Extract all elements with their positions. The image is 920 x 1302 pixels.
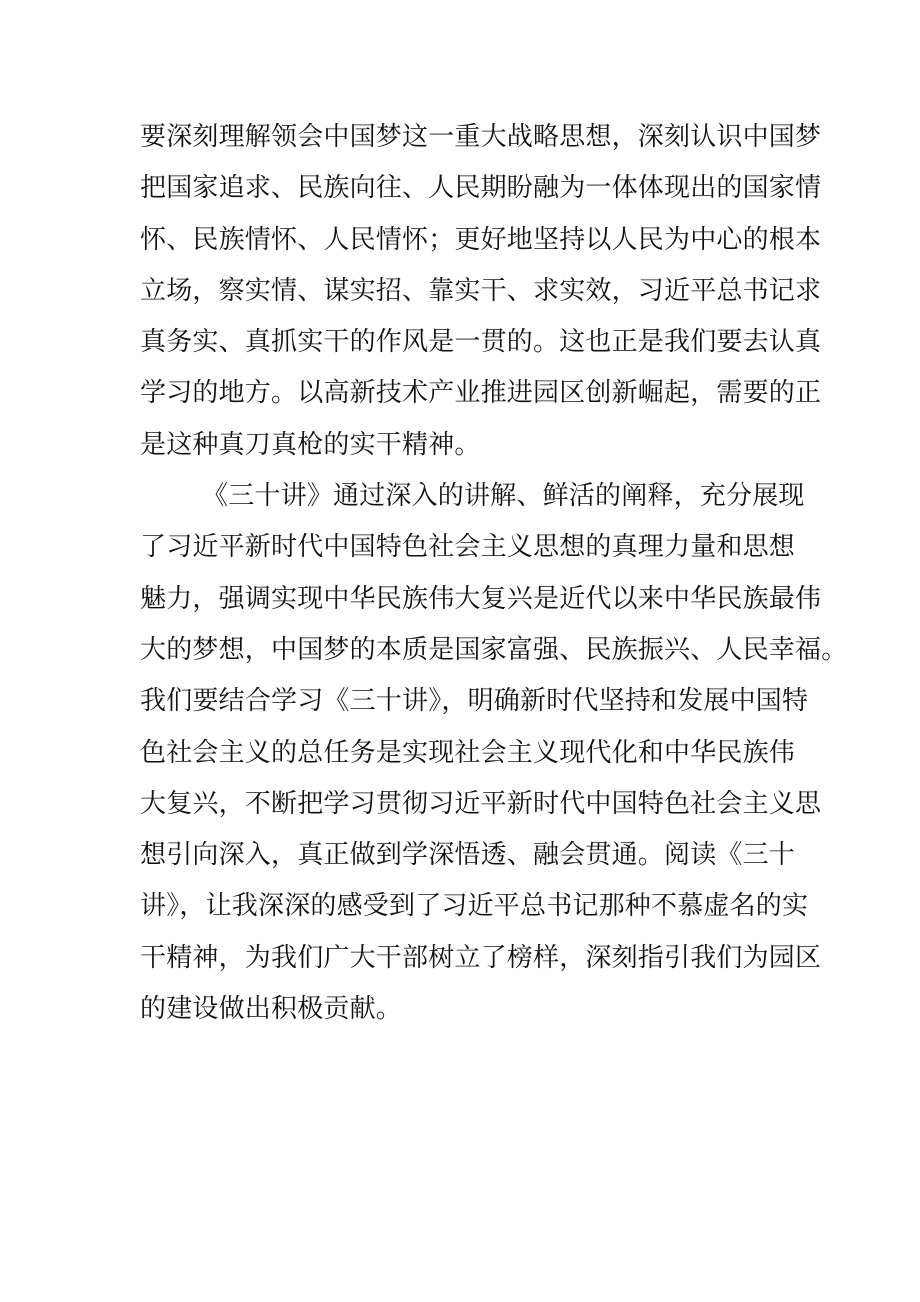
text-line: 大的梦想，中国梦的本质是国家富强、民族振兴、人民幸福。	[140, 634, 848, 665]
text-line: 色社会主义的总任务是实现社会主义现代化和中华民族伟	[140, 737, 796, 768]
text-line: 真务实、真抓实干的作风是一贯的。这也正是我们要去认真	[140, 327, 822, 358]
text-line: 干精神，为我们广大干部树立了榜样，深刻指引我们为园区	[140, 942, 822, 973]
text-line-indented: 《三十讲》通过深入的讲解、鲜活的阐释，充分展现	[202, 481, 805, 512]
paragraph-1	[140, 112, 822, 471]
text-line: 了习近平新时代中国特色社会主义思想的真理力量和思想	[140, 532, 796, 563]
text-line: 立场，察实情、谋实招、靠实干、求实效，习近平总书记求	[140, 275, 822, 306]
text-line: 是这种真刀真枪的实干精神。	[140, 429, 481, 460]
text-line: 讲》，让我深深的感受到了习近平总书记那种不慕虚名的实	[140, 891, 809, 922]
text-line: 学习的地方。以高新技术产业推进园区创新崛起，需要的正	[140, 378, 822, 409]
text-line: 怀、民族情怀、人民情怀；更好地坚持以人民为中心的根本	[140, 224, 822, 255]
text-line: 想引向深入，真正做到学深悟透、融会贯通。阅读《三十	[140, 840, 796, 871]
paragraph-2	[140, 471, 848, 1035]
text-line: 我们要结合学习《三十讲》，明确新时代坚持和发展中国特	[140, 686, 809, 717]
document-page	[140, 112, 848, 1035]
text-line: 的建设做出积极贡献。	[140, 994, 403, 1025]
text-line: 把国家追求、民族向往、人民期盼融为一体体现出的国家情	[140, 173, 822, 204]
text-line: 大复兴，不断把学习贯彻习近平新时代中国特色社会主义思	[140, 788, 822, 819]
text-line: 魅力，强调实现中华民族伟大复兴是近代以来中华民族最伟	[140, 583, 822, 614]
text-line: 要深刻理解领会中国梦这一重大战略思想，深刻认识中国梦	[140, 122, 822, 152]
